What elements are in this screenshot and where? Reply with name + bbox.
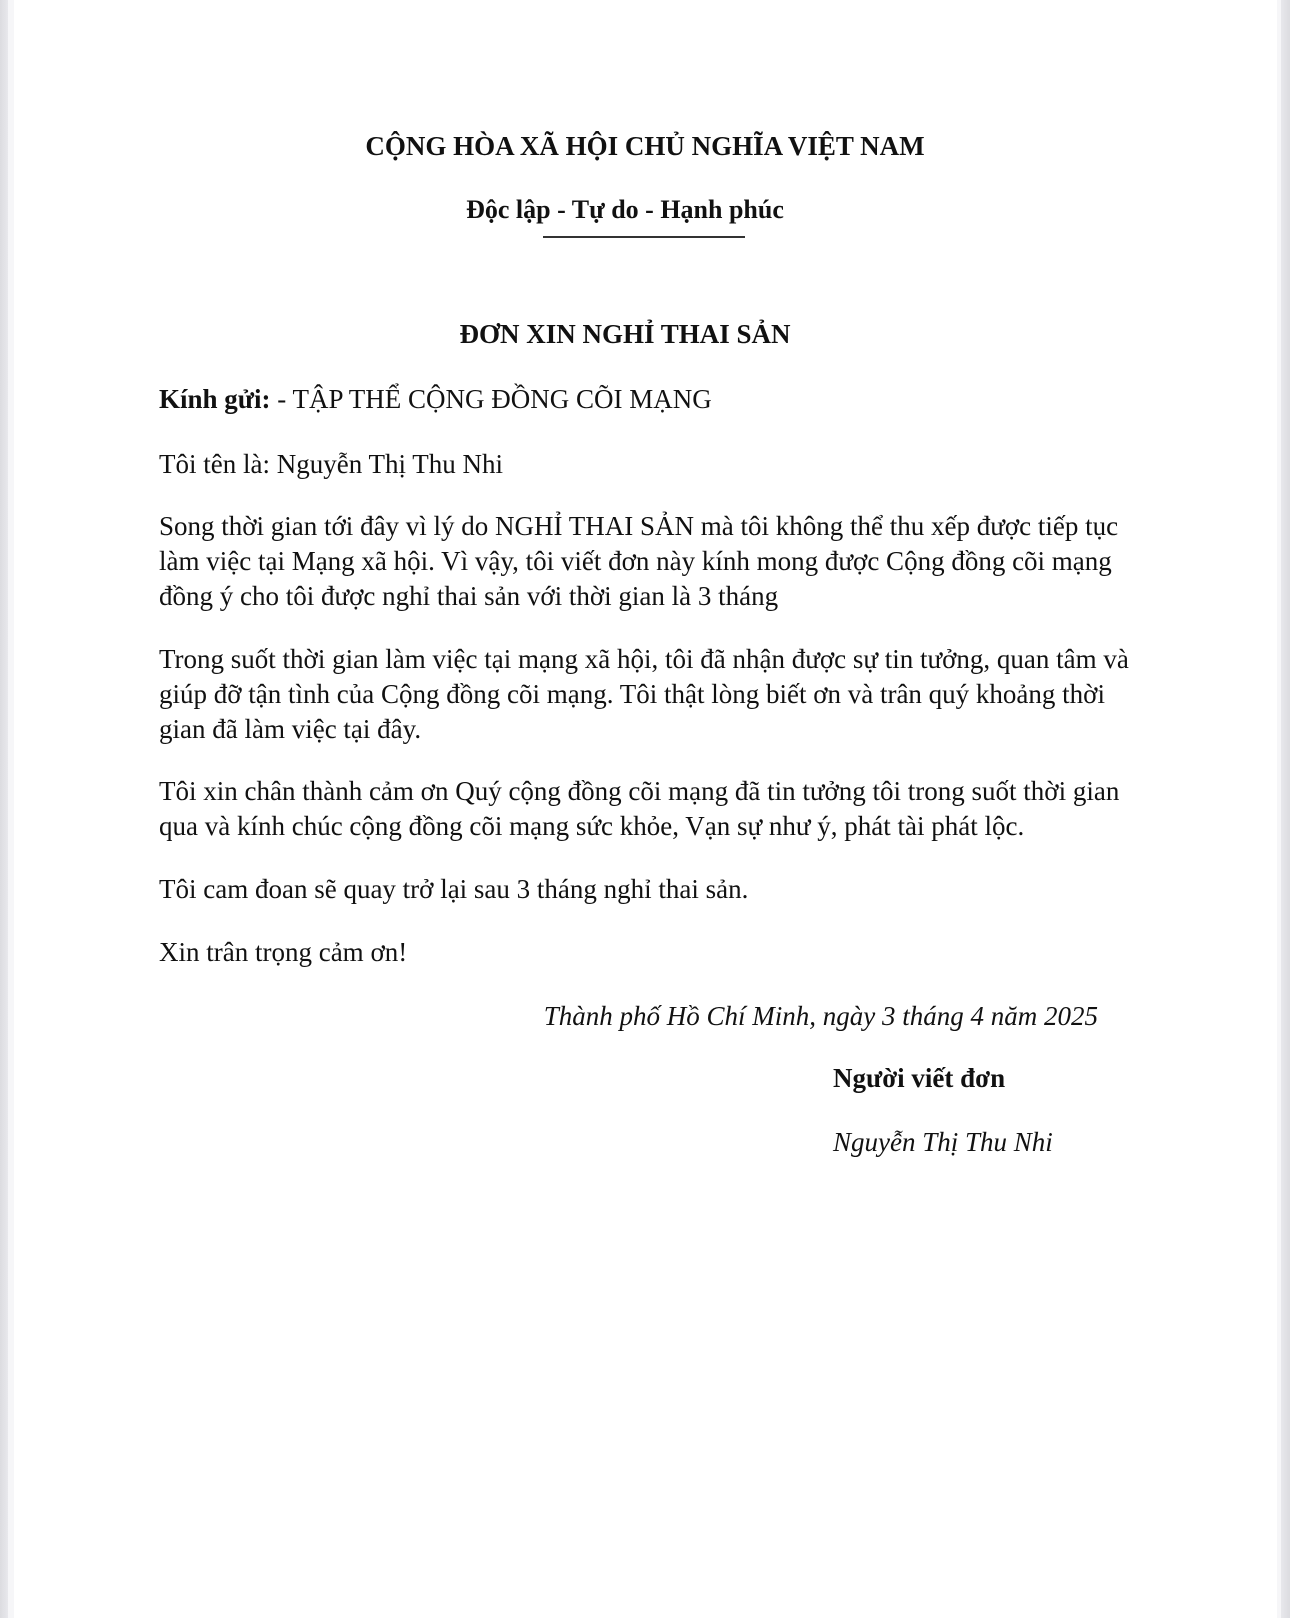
nation-header: CỘNG HÒA XÃ HỘI CHỦ NGHĨA VIỆT NAM (365, 131, 925, 161)
recipient-value: - TẬP THỂ CỘNG ĐỒNG CÕI MẠNG (270, 384, 712, 414)
recipient-line (159, 381, 712, 417)
place-date: Thành phố Hồ Chí Minh, ngày 3 tháng 4 năm 2025 (543, 1001, 1098, 1031)
name-line: Tôi tên là: Nguyễn Thị Thu Nhi (159, 449, 503, 479)
paragraph-line: Song thời gian tới đây vì lý do NGHỈ THAI SẢN mà tôi không thể thu xếp được tiếp tục (159, 511, 1119, 541)
motto-underline (543, 236, 745, 238)
paragraph-line: qua và kính chúc cộng đồng cõi mạng sức khỏe, Vạn sự như ý, phát tài phát lộc. (159, 811, 1025, 841)
paragraph-line: Tôi xin chân thành cảm ơn Quý cộng đồng cõi mạng đã tin tưởng tôi trong suốt thời gian (159, 776, 1120, 806)
paragraph-line: giúp đỡ tận tình của Cộng đồng cõi mạng. Tôi thật lòng biết ơn và trân quý khoảng thời (159, 679, 1105, 709)
paragraph-commitment: Tôi cam đoan sẽ quay trở lại sau 3 tháng nghỉ thai sản. (159, 874, 749, 904)
paragraph-line: đồng ý cho tôi được nghỉ thai sản với thời gian là 3 tháng (159, 581, 779, 611)
recipient-label: Kính gửi: (159, 384, 271, 414)
signer-role: Người viết đơn (833, 1063, 1006, 1093)
signer-name: Nguyễn Thị Thu Nhi (833, 1127, 1053, 1157)
document-title: ĐƠN XIN NGHỈ THAI SẢN (459, 319, 791, 349)
paragraph-line: gian đã làm việc tại đây. (159, 714, 422, 744)
paragraph-closing: Xin trân trọng cảm ơn! (159, 937, 408, 967)
paragraph-line: Trong suốt thời gian làm việc tại mạng xã hội, tôi đã nhận được sự tin tưởng, quan tâm và (159, 644, 1129, 674)
national-motto: Độc lập - Tự do - Hạnh phúc (466, 195, 784, 224)
paragraph-line: làm việc tại Mạng xã hội. Vì vậy, tôi viết đơn này kính mong được Cộng đồng cõi mạng (159, 546, 1112, 576)
